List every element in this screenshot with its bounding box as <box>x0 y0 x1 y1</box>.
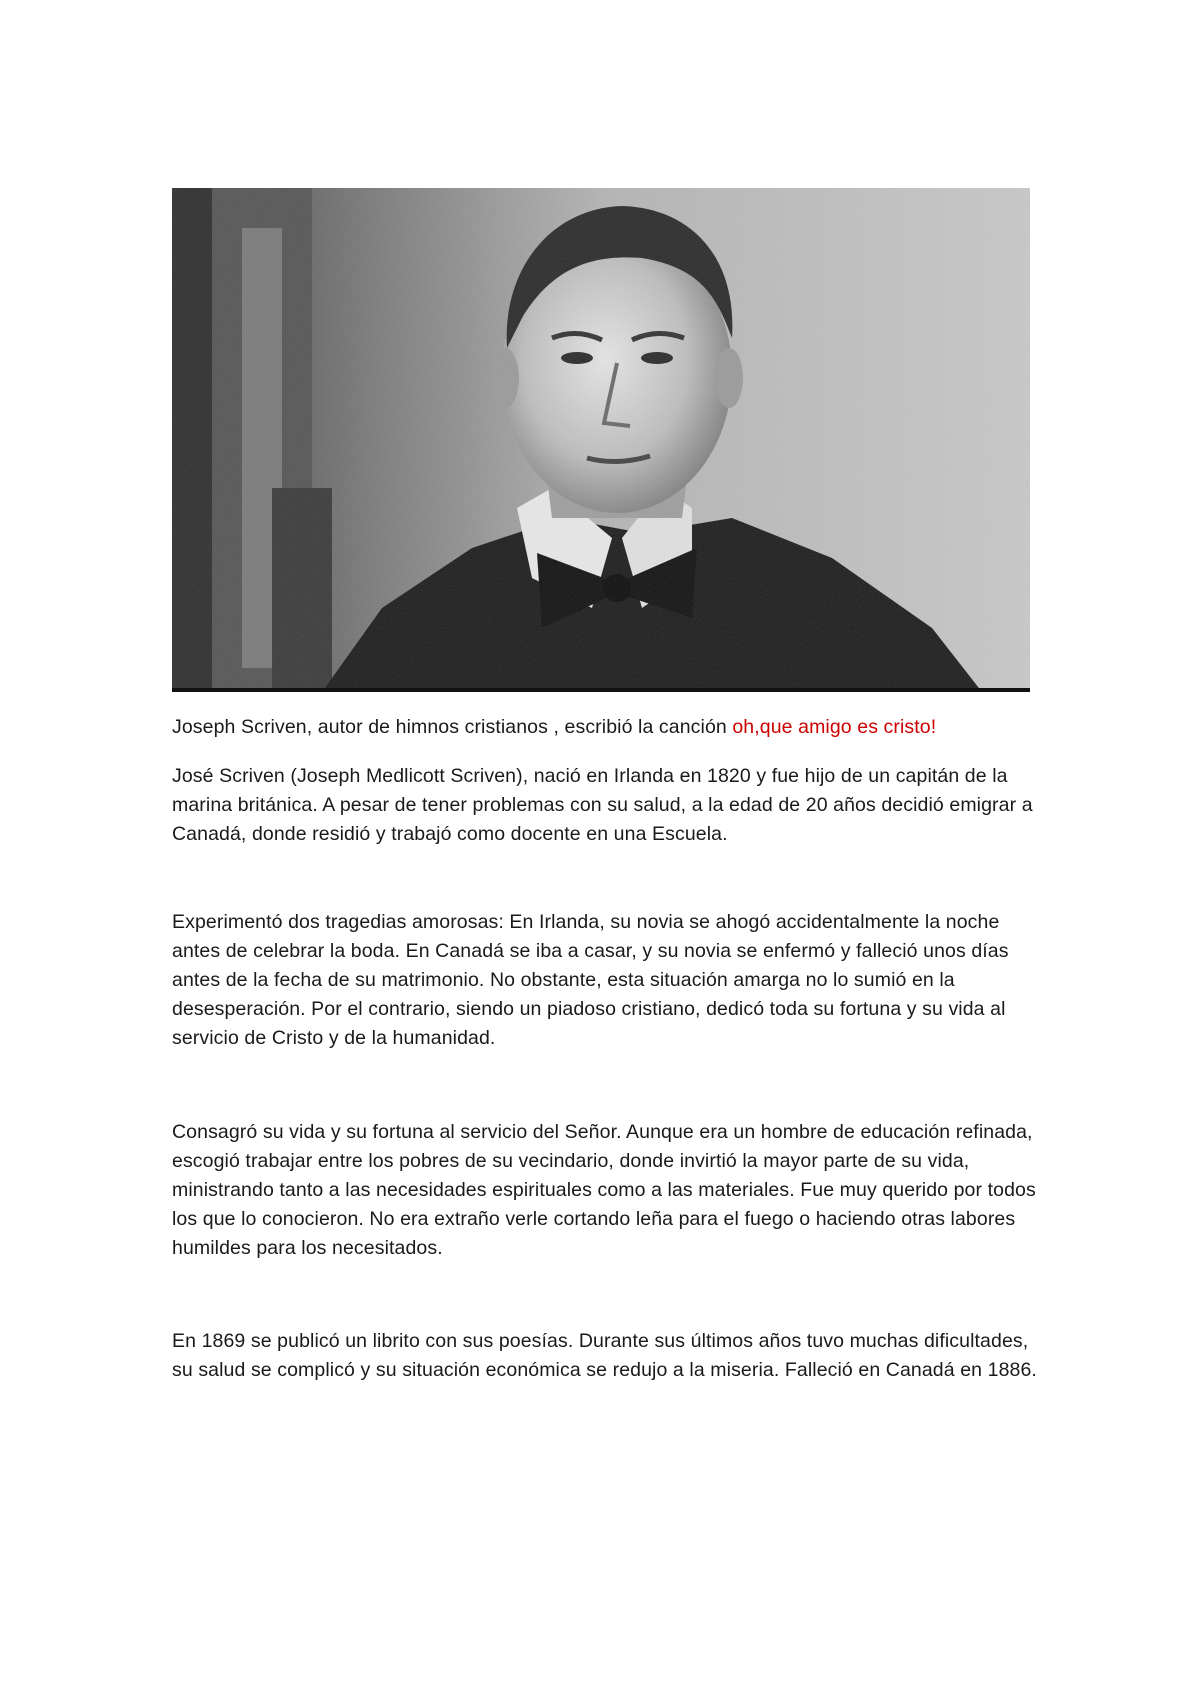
portrait-caption <box>172 713 1042 742</box>
portrait-illustration <box>172 188 1030 692</box>
paragraph-tragedies <box>172 908 1042 1053</box>
paragraph-final-years <box>172 1327 1042 1385</box>
paragraph-birth <box>172 762 1042 849</box>
paragraph-text: En 1869 se publicó un librito con sus poesías. Durante sus últimos años tuvo muchas dificultades, su salud se complicó y su situación económica se redujo a la miseria. Falleció en Canadá en 1886. <box>172 1330 1037 1381</box>
portrait-photo-icon <box>172 188 1030 692</box>
hymn-title: oh,que amigo es cristo! <box>732 716 937 738</box>
caption-text: Joseph Scriven, autor de himnos cristianos , escribió la canción <box>172 716 733 738</box>
paragraph-text: Consagró su vida y su fortuna al servicio del Señor. Aunque era un hombre de educación refinada, escogió trabajar entre los pobres de su vecindario, donde invirtió la mayor parte de su vida, ministrando tanto a las necesidades espirituales como a las materiales. Fue muy querido por todos los que lo conocieron. No era extraño verle cortando leña para el fuego o haciendo otras labores humildes para los necesitados. <box>172 1121 1036 1259</box>
paragraph-service <box>172 1118 1042 1263</box>
paragraph-text: Experimentó dos tragedias amorosas: En Irlanda, su novia se ahogó accidentalmente la noche antes de celebrar la boda. En Canadá se iba a casar, y su novia se enfermó y falleció unos días antes de la fecha de su matrimonio. No obstante, esta situación amarga no lo sumió en la desesperación. Por el contrario, siendo un piadoso cristiano, dedicó toda su fortuna y su vida al servicio de Cristo y de la humanidad. <box>172 911 1009 1049</box>
paragraph-text: José Scriven (Joseph Medlicott Scriven), nació en Irlanda en 1820 y fue hijo de un capitán de la marina británica. A pesar de tener problemas con su salud, a la edad de 20 años decidió emigrar a Canadá, donde residió y trabajó como docente en una Escuela. <box>172 765 1033 845</box>
